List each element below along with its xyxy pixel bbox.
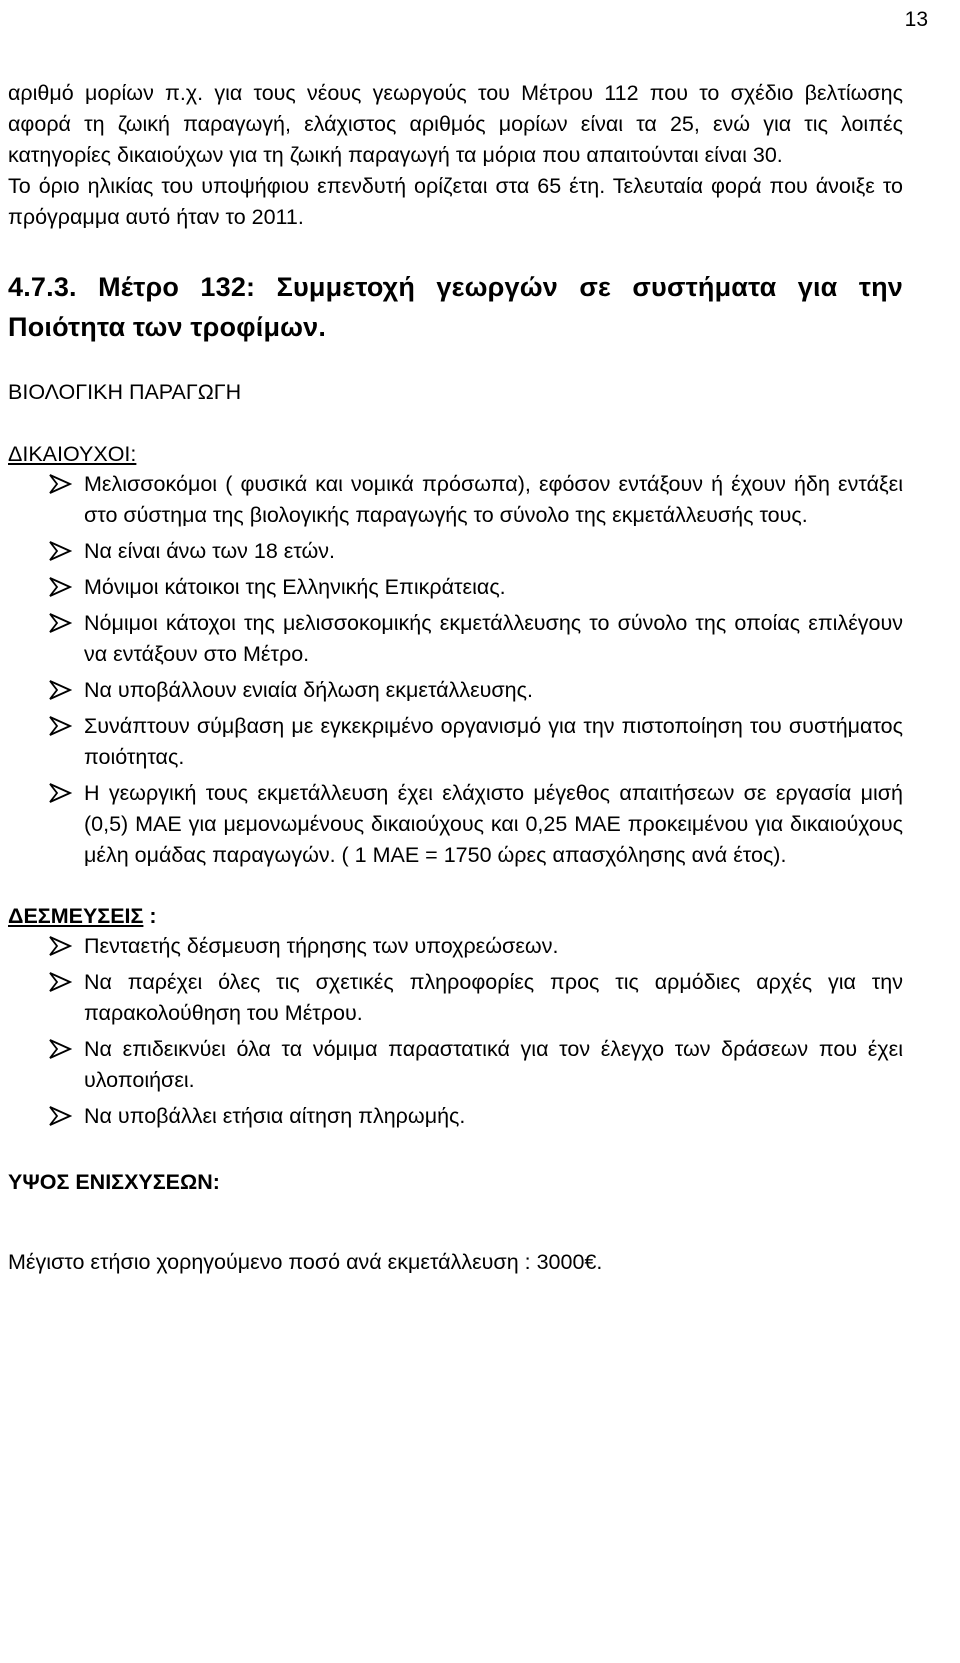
- support-amount-text: Μέγιστο ετήσιο χορηγούμενο ποσό ανά εκμετάλλευση : 3000€.: [8, 1250, 603, 1274]
- list-item: [8, 931, 903, 962]
- list-item: [8, 778, 903, 871]
- list-item: [8, 536, 903, 567]
- arrow-bullet-icon: [48, 970, 72, 994]
- list-item-text: Να παρέχει όλες τις σχετικές πληροφορίες προς τις αρμόδιες αρχές για την παρακολούθηση του Μέτρου.: [84, 970, 903, 1025]
- list-item-text: Να υποβάλλει ετήσια αίτηση πληρωμής.: [84, 1104, 466, 1128]
- list-item-text: Να είναι άνω των 18 ετών.: [84, 539, 336, 563]
- list-item-text: Νόμιμοι κάτοχοι της μελισσοκομικής εκμετάλλευσης το σύνολο της οποίας επιλέγουν να εντάξουν στο Μέτρο.: [84, 611, 903, 666]
- commitments-title-text: ΔΕΣΜΕΥΣΕΙΣ: [8, 904, 144, 928]
- list-item-text: Να υποβάλλουν ενιαία δήλωση εκμετάλλευσης.: [84, 678, 533, 702]
- list-item: [8, 711, 903, 773]
- list-item: [8, 1034, 903, 1096]
- list-item-text: Μελισσοκόμοι ( φυσικά και νομικά πρόσωπα), εφόσον εντάξουν ή έχουν ήδη εντάξει στο σύστημα της βιολογικής παραγωγής το σύνολο της εκμετάλλευσής τους.: [84, 472, 903, 527]
- arrow-bullet-icon: [48, 472, 72, 496]
- arrow-bullet-icon: [48, 781, 72, 805]
- list-item: [8, 469, 903, 531]
- list-item: [8, 608, 903, 670]
- arrow-bullet-icon: [48, 714, 72, 738]
- list-item-text: Πενταετής δέσμευση τήρησης των υποχρεώσεων.: [84, 934, 559, 958]
- list-item: [8, 967, 903, 1029]
- list-item-text: Μόνιμοι κάτοικοι της Ελληνικής Επικράτειας.: [84, 575, 506, 599]
- category-title: ΒΙΟΛΟΓΙΚΗ ΠΑΡΑΓΩΓΗ: [8, 380, 242, 404]
- beneficiaries-title: ΔΙΚΑΙΟΥΧΟΙ:: [8, 442, 137, 466]
- intro-paragraph: αριθμό μορίων π.χ. για τους νέους γεωργούς του Μέτρου 112 που το σχέδιο βελτίωσης αφορά τη ζωική παραγωγή, ελάχιστος αριθμός μορίων είναι τα 25, ενώ για τις λοιπές κατηγορίες δικαιούχων για τη ζωική παραγωγή τα μόρια που απαιτούνται είναι 30.: [8, 81, 903, 167]
- section-heading: 4.7.3. Μέτρο 132: Συμμετοχή γεωργών σε συστήματα για την Ποιότητα των τροφίμων.: [8, 272, 903, 342]
- age-limit-paragraph: Το όριο ηλικίας του υποψήφιου επενδυτή ορίζεται στα 65 έτη. Τελευταία φορά που άνοιξε το πρόγραμμα αυτό ήταν το 2011.: [8, 174, 903, 229]
- arrow-bullet-icon: [48, 678, 72, 702]
- list-item-text: Να επιδεικνύει όλα τα νόμιμα παραστατικά για τον έλεγχο των δράσεων που έχει υλοποιήσει.: [84, 1037, 903, 1092]
- arrow-bullet-icon: [48, 611, 72, 635]
- list-item-text: Συνάπτουν σύμβαση με εγκεκριμένο οργανισμό για την πιστοποίηση του συστήματος ποιότητας.: [84, 714, 903, 769]
- list-item: [8, 572, 903, 603]
- beneficiaries-list: [8, 469, 903, 871]
- page-number: 13: [904, 8, 928, 31]
- arrow-bullet-icon: [48, 934, 72, 958]
- list-item: [8, 1101, 903, 1132]
- list-item: [8, 675, 903, 706]
- arrow-bullet-icon: [48, 575, 72, 599]
- support-amount-title: ΥΨΟΣ ΕΝΙΣΧΥΣΕΩΝ:: [8, 1170, 220, 1194]
- list-item-text: Η γεωργική τους εκμετάλλευση έχει ελάχιστο μέγεθος απαιτήσεων σε εργασία μισή (0,5) ΜΑΕ για μεμονωμένους δικαιούχους και 0,25 ΜΑΕ προκειμένου για δικαιούχους μέλη ομάδας παραγωγών. ( 1 ΜΑΕ = 1750 ώρες απασχόλησης ανά έτος).: [84, 781, 903, 867]
- arrow-bullet-icon: [48, 1104, 72, 1128]
- arrow-bullet-icon: [48, 1037, 72, 1061]
- commitments-list: [8, 931, 903, 1132]
- arrow-bullet-icon: [48, 539, 72, 563]
- document-body: [8, 78, 903, 1278]
- commitments-title-suffix: :: [143, 904, 157, 928]
- commitments-title: [8, 901, 903, 931]
